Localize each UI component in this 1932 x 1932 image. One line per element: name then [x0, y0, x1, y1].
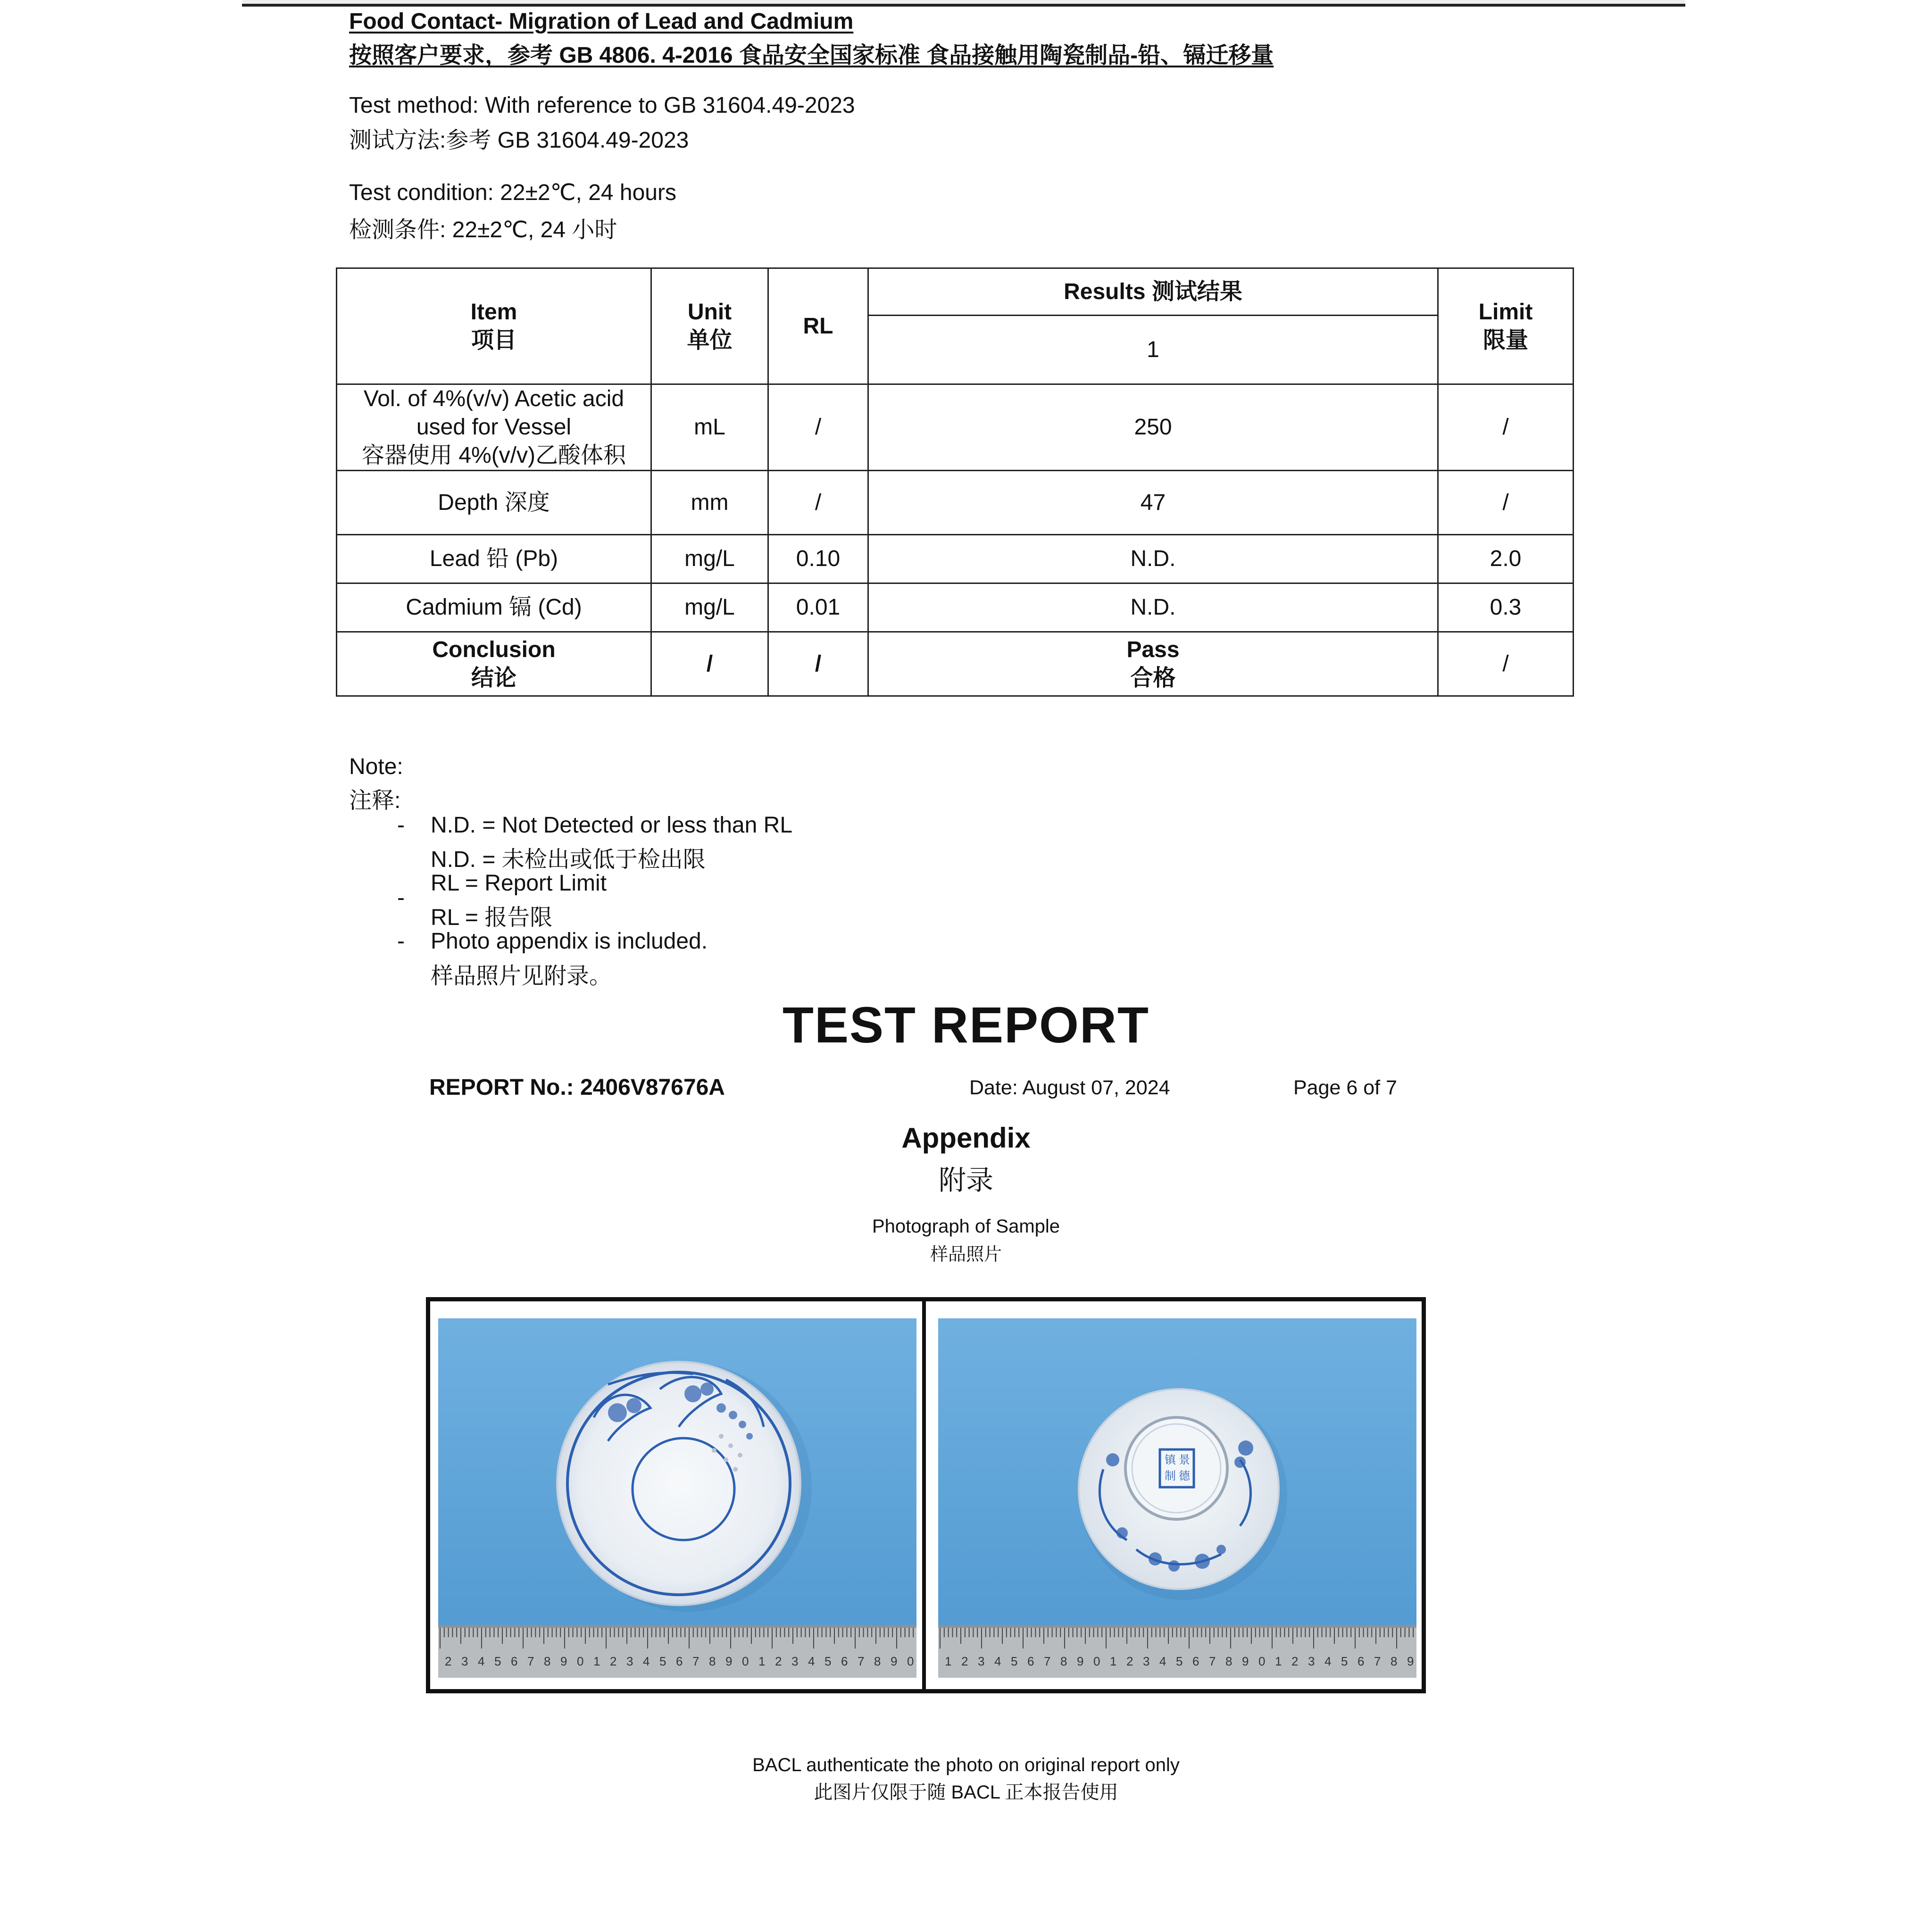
- conclusion-row: [337, 632, 1574, 696]
- conclusion-unit: /: [651, 632, 768, 696]
- ruler-digit: 4: [994, 1654, 1001, 1668]
- ruler-digit: 3: [626, 1654, 633, 1668]
- ruler-digit: 8: [1391, 1654, 1398, 1668]
- ruler-digit: 5: [1341, 1654, 1348, 1668]
- section-heading-en: Food Contact- Migration of Lead and Cadmium: [349, 9, 854, 34]
- row-rl: 0.10: [768, 535, 868, 583]
- test-method-cn: 测试方法:参考 GB 31604.49-2023: [349, 128, 689, 153]
- ruler-digit: 6: [676, 1654, 683, 1668]
- ruler-digit: 1: [945, 1654, 952, 1668]
- row-result: N.D.: [868, 535, 1438, 583]
- table-row: [337, 384, 1574, 471]
- ruler-digit: 0: [577, 1654, 584, 1668]
- ruler-digit: 6: [1357, 1654, 1365, 1668]
- photo-caption-cn: 样品照片: [930, 1245, 1002, 1265]
- ruler-digit: 8: [1225, 1654, 1232, 1668]
- ruler-digit: 0: [1258, 1654, 1266, 1668]
- ruler-digit: 7: [527, 1654, 534, 1668]
- ruler-digit: 5: [494, 1654, 501, 1668]
- footer-note-cn: 此图片仅限于随 BACL 正本报告使用: [814, 1782, 1118, 1803]
- header-rl: RL: [768, 268, 868, 384]
- note-title-en: Note:: [349, 754, 403, 779]
- stamp-char: 制: [1165, 1469, 1176, 1482]
- report-date: Date: August 07, 2024: [969, 1076, 1170, 1099]
- ruler-digit: 3: [461, 1654, 468, 1668]
- stamp-char: 德: [1179, 1469, 1190, 1482]
- ruler-digit: 9: [1407, 1654, 1414, 1668]
- conclusion-label: Conclusion 结论: [337, 632, 651, 696]
- ruler-digit: 9: [1242, 1654, 1249, 1668]
- note-bullet: -: [397, 885, 405, 910]
- ruler-digit: 2: [775, 1654, 782, 1668]
- table-row: [337, 583, 1574, 632]
- header-results: Results 测试结果: [868, 268, 1438, 316]
- ruler-digit: 4: [1324, 1654, 1332, 1668]
- note-item-cn: 样品照片见附录。: [431, 964, 612, 989]
- row-item: Lead 铅 (Pb): [337, 535, 651, 583]
- row-limit: 2.0: [1438, 535, 1574, 583]
- ruler-digit: 6: [1192, 1654, 1199, 1668]
- row-unit: mg/L: [651, 535, 768, 583]
- header-item: Item 项目: [337, 268, 651, 384]
- ruler-digit: 8: [1060, 1654, 1067, 1668]
- test-condition-en: Test condition: 22±2℃, 24 hours: [349, 180, 676, 205]
- header-unit: Unit 单位: [651, 268, 768, 384]
- row-limit: /: [1438, 384, 1574, 471]
- ruler-digit: 0: [1093, 1654, 1100, 1668]
- row-limit: /: [1438, 471, 1574, 535]
- note-item-cn: N.D. = 未检出或低于检出限: [431, 847, 706, 872]
- ruler-digit: 9: [891, 1654, 898, 1668]
- note-bullet: -: [397, 929, 405, 954]
- ruler-digit: 6: [511, 1654, 518, 1668]
- ruler-digit: 9: [560, 1654, 567, 1668]
- report-number: REPORT No.: 2406V87676A: [429, 1075, 725, 1100]
- ruler-digit: 9: [1077, 1654, 1084, 1668]
- ruler-digit: 4: [478, 1654, 485, 1668]
- note-bullet: -: [397, 813, 405, 838]
- row-unit: mg/L: [651, 583, 768, 632]
- ruler-digit: 1: [758, 1654, 766, 1668]
- row-item: Depth 深度: [337, 471, 651, 535]
- note-title-cn: 注释:: [349, 788, 401, 813]
- previous-page-edge: [242, 0, 1685, 4]
- ruler-digit: 8: [709, 1654, 716, 1668]
- ruler-digit: 7: [1044, 1654, 1051, 1668]
- stamp-char: 景: [1179, 1453, 1190, 1466]
- header-rule: [242, 4, 1685, 7]
- ruler-digit: 5: [1011, 1654, 1018, 1668]
- ruler-digit: 2: [445, 1654, 452, 1668]
- ruler-digit: 2: [1126, 1654, 1133, 1668]
- header-limit: Limit 限量: [1438, 268, 1574, 384]
- photo-frame-divider: [922, 1297, 926, 1693]
- ruler-digit: 7: [1209, 1654, 1216, 1668]
- ruler-digit: 4: [1159, 1654, 1166, 1668]
- note-item-en: RL = Report Limit: [431, 871, 607, 896]
- ruler-digit: 8: [544, 1654, 551, 1668]
- ruler-digit: 9: [725, 1654, 733, 1668]
- row-rl: 0.01: [768, 583, 868, 632]
- ruler-digit: 5: [659, 1654, 666, 1668]
- ruler-digit: 5: [1176, 1654, 1183, 1668]
- sample-photo-top-view: [438, 1318, 916, 1678]
- ruler-digit: 4: [808, 1654, 815, 1668]
- row-limit: 0.3: [1438, 583, 1574, 632]
- appendix-title-en: Appendix: [901, 1122, 1031, 1154]
- note-item-en: Photo appendix is included.: [431, 929, 708, 954]
- ruler-digit: 1: [1110, 1654, 1117, 1668]
- row-item: Cadmium 镉 (Cd): [337, 583, 651, 632]
- ruler-digit: 7: [858, 1654, 865, 1668]
- row-result: N.D.: [868, 583, 1438, 632]
- ruler-digit: 0: [742, 1654, 749, 1668]
- conclusion-rl: /: [768, 632, 868, 696]
- ruler-digit: 2: [961, 1654, 968, 1668]
- ruler-digit: 3: [791, 1654, 799, 1668]
- test-method-en: Test method: With reference to GB 31604.49-2023: [349, 93, 855, 118]
- ruler-digit: 6: [841, 1654, 848, 1668]
- photo-caption-en: Photograph of Sample: [872, 1216, 1060, 1237]
- ruler-digit: 2: [610, 1654, 617, 1668]
- ruler-digit: 2: [1291, 1654, 1299, 1668]
- row-unit: mL: [651, 384, 768, 471]
- row-rl: /: [768, 471, 868, 535]
- sample-photo-bottom-view: [938, 1318, 1416, 1678]
- table-row: [337, 471, 1574, 535]
- ruler-digit: 3: [1308, 1654, 1315, 1668]
- section-heading-cn: 按照客户要求，参考 GB 4806. 4-2016 食品安全国家标准 食品接触用陶瓷制品-铅、镉迁移量: [349, 43, 1274, 68]
- stamp-char: 镇: [1165, 1453, 1176, 1466]
- ruler-digit: 6: [1027, 1654, 1034, 1668]
- table-row: [337, 535, 1574, 583]
- ruler-digit: 3: [1143, 1654, 1150, 1668]
- ruler-digit: 5: [824, 1654, 832, 1668]
- ruler-digit: 7: [692, 1654, 700, 1668]
- footer-note-en: BACL authenticate the photo on original report only: [752, 1755, 1180, 1775]
- ruler-digit: 1: [1275, 1654, 1282, 1668]
- results-table: [336, 267, 1574, 697]
- ruler-digit: 4: [643, 1654, 650, 1668]
- conclusion-limit: /: [1438, 632, 1574, 696]
- row-unit: mm: [651, 471, 768, 535]
- header-sample-number: 1: [868, 316, 1438, 384]
- row-rl: /: [768, 384, 868, 471]
- conclusion-result: Pass 合格: [868, 632, 1438, 696]
- report-title: TEST REPORT: [782, 996, 1150, 1053]
- ruler-digit: 7: [1374, 1654, 1381, 1668]
- page-number: Page 6 of 7: [1293, 1076, 1397, 1099]
- row-result: 47: [868, 471, 1438, 535]
- row-result: 250: [868, 384, 1438, 471]
- ruler-digit: 8: [874, 1654, 881, 1668]
- note-item-cn: RL = 报告限: [431, 905, 553, 930]
- note-item-en: N.D. = Not Detected or less than RL: [431, 813, 793, 838]
- ruler-digit: 1: [593, 1654, 600, 1668]
- ruler-digit: 0: [907, 1654, 914, 1668]
- ruler-digit: 3: [978, 1654, 985, 1668]
- row-item: Vol. of 4%(v/v) Acetic acid used for Vessel 容器使用 4%(v/v)乙酸体积: [337, 384, 651, 471]
- appendix-title-cn: 附录: [938, 1165, 993, 1196]
- test-condition-cn: 检测条件: 22±2℃, 24 小时: [349, 217, 617, 242]
